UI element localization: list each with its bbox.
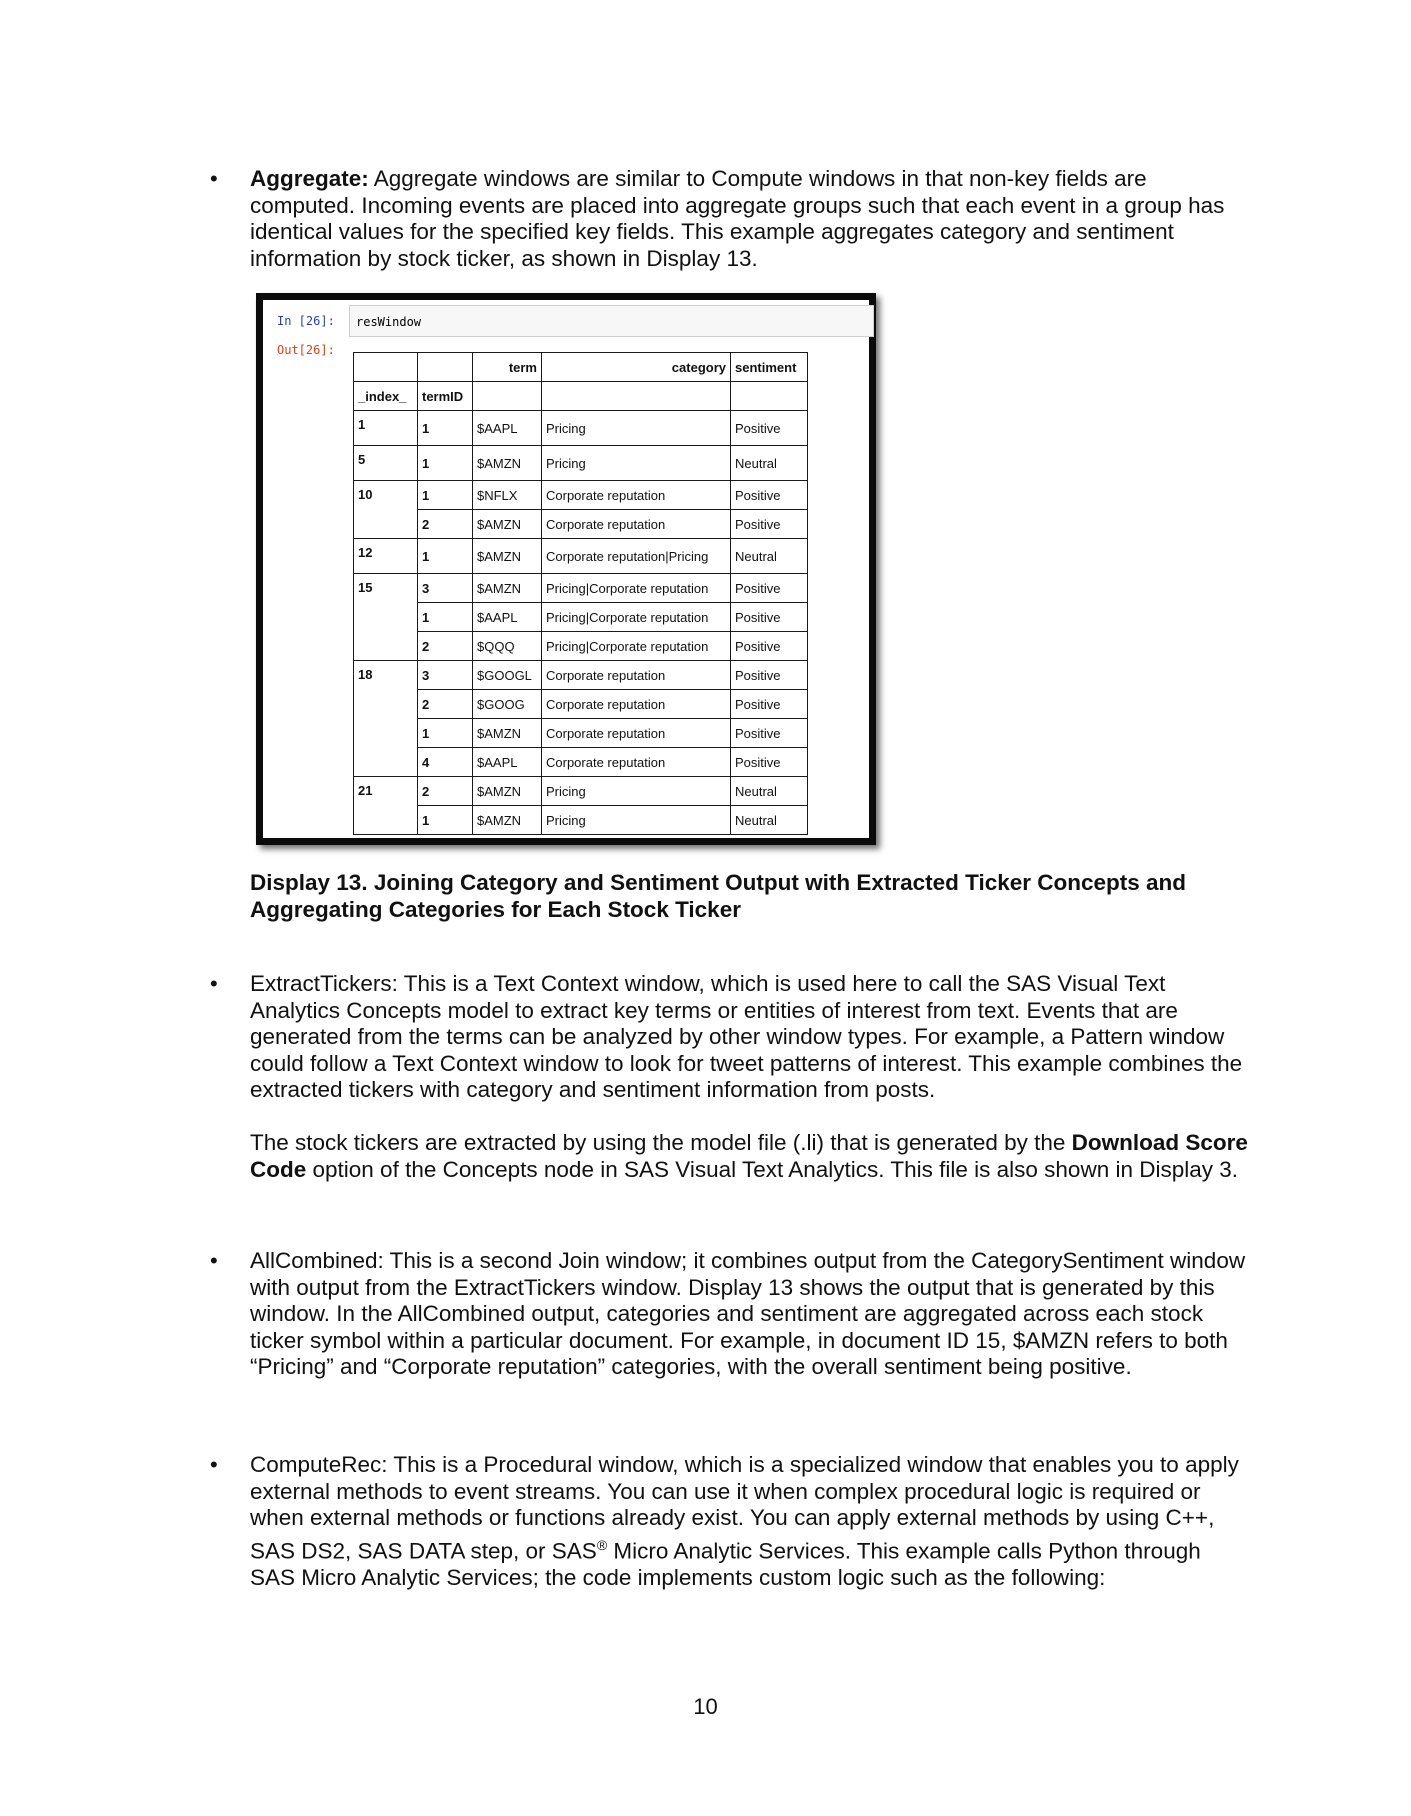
- header-blank: [473, 382, 542, 411]
- header-category: category: [542, 353, 731, 382]
- cell-category: Corporate reputation: [542, 481, 731, 510]
- table-row: [354, 411, 808, 446]
- cell-term: $AAPL: [473, 748, 542, 777]
- cell-termid: 1: [418, 446, 473, 481]
- header-term: term: [473, 353, 542, 382]
- cell-index: 15: [354, 574, 418, 661]
- cell-category: Corporate reputation: [542, 719, 731, 748]
- cell-category: Pricing: [542, 411, 731, 446]
- bullet-marker: •: [210, 166, 218, 191]
- cell-category: Pricing|Corporate reputation: [542, 603, 731, 632]
- in-prompt: In [26]:: [277, 314, 335, 328]
- cell-index: 18: [354, 661, 418, 777]
- cell-category: Pricing: [542, 777, 731, 806]
- header-index: _index_: [354, 382, 418, 411]
- cell-sentiment: Neutral: [731, 539, 808, 574]
- cell-termid: 1: [418, 481, 473, 510]
- header-blank: [354, 353, 418, 382]
- cell-termid: 1: [418, 603, 473, 632]
- cell-termid: 2: [418, 690, 473, 719]
- table-row: [354, 748, 808, 777]
- cell-category: Corporate reputation: [542, 690, 731, 719]
- extract-tickers-paragraph: ExtractTickers: This is a Text Context window, which is used here to call the SAS Visual Text Analytics Concepts model to extract key terms or entities of interest from text. Events that are generated from the terms can be analyzed by other window types. For example, a Pattern window could follow a Text Context window to look for tweet patterns of interest. This example combines the extracted tickers with category and sentiment information from posts.: [250, 971, 1243, 1103]
- download-score-code: Download Score Code: [250, 1129, 1248, 1182]
- cell-sentiment: Positive: [731, 603, 808, 632]
- cell-category: Pricing: [542, 446, 731, 481]
- all-combined-bullet: [210, 1248, 1250, 1381]
- cell-sentiment: Positive: [731, 719, 808, 748]
- page-number: 10: [693, 1694, 718, 1719]
- cell-term: $AMZN: [473, 446, 542, 481]
- cell-category: Corporate reputation|Pricing: [542, 539, 731, 574]
- cell-sentiment: Positive: [731, 748, 808, 777]
- table-row: [354, 661, 808, 690]
- cell-term: $AMZN: [473, 539, 542, 574]
- cell-termid: 4: [418, 748, 473, 777]
- cell-term: $AMZN: [473, 719, 542, 748]
- notebook-screenshot: [256, 293, 876, 845]
- cell-term: $AMZN: [473, 777, 542, 806]
- cell-termid: 2: [418, 510, 473, 539]
- cell-term: $AAPL: [473, 603, 542, 632]
- cell-termid: 3: [418, 574, 473, 603]
- display-caption: Display 13. Joining Category and Sentiment Output with Extracted Ticker Concepts and Aggregating Categories for Each Stock Ticker: [250, 870, 1187, 922]
- results-table-body: [354, 411, 808, 835]
- cell-index: 10: [354, 481, 418, 539]
- cell-termid: 3: [418, 661, 473, 690]
- cell-termid: 1: [418, 719, 473, 748]
- cell-sentiment: Positive: [731, 411, 808, 446]
- cell-term: $AMZN: [473, 510, 542, 539]
- compute-rec-text-after: Micro Analytic Services. This example calls Python through SAS Micro Analytic Services; the code implements custom logic such as the following:: [250, 1538, 1201, 1590]
- code-cell: resWindow: [349, 305, 874, 337]
- header-row-columns: [354, 353, 808, 382]
- bullet-marker: •: [210, 971, 218, 996]
- cell-termid: 1: [418, 539, 473, 574]
- cell-term: $AAPL: [473, 411, 542, 446]
- cell-category: Pricing|Corporate reputation: [542, 632, 731, 661]
- cell-category: Corporate reputation: [542, 661, 731, 690]
- cell-index: 5: [354, 446, 418, 481]
- table-row: [354, 632, 808, 661]
- aggregate-paragraph: [250, 166, 1250, 272]
- compute-rec-text-before: ComputeRec: This is a Procedural window, which is a specialized window that enables you to apply external methods to event streams. You can use it when complex procedural logic is required or when external methods or functions already exist. You can apply external methods by using C++, SAS DS2, SAS DATA step, or SAS: [250, 1452, 1239, 1564]
- header-blank: [542, 382, 731, 411]
- header-sentiment: sentiment: [731, 353, 808, 382]
- header-blank: [731, 382, 808, 411]
- cell-termid: 1: [418, 806, 473, 835]
- out-prompt: Out[26]:: [277, 343, 335, 357]
- table-row: [354, 806, 808, 835]
- compute-rec-paragraph: [250, 1452, 1250, 1591]
- cell-term: $NFLX: [473, 481, 542, 510]
- cell-term: $GOOG: [473, 690, 542, 719]
- cell-category: Corporate reputation: [542, 510, 731, 539]
- cell-category: Pricing|Corporate reputation: [542, 574, 731, 603]
- cell-sentiment: Neutral: [731, 806, 808, 835]
- all-combined-paragraph: AllCombined: This is a second Join window; it combines output from the CategorySentiment window with output from the ExtractTickers window. Display 13 shows the output that is generated by this window. In the AllCombined output, categories and sentiment are aggregated across each stock ticker symbol within a particular document. For example, in document ID 15, $AMZN refers to both “Pricing” and “Corporate reputation” categories, with the overall sentiment being positive.: [250, 1248, 1246, 1380]
- cell-termid: 2: [418, 632, 473, 661]
- table-row: [354, 510, 808, 539]
- para2-text-after: option of the Concepts node in SAS Visual Text Analytics. This file is also shown in Display 3.: [306, 1156, 1239, 1182]
- table-row: [354, 690, 808, 719]
- cell-term: $AMZN: [473, 806, 542, 835]
- table-row: [354, 446, 808, 481]
- cell-termid: 1: [418, 411, 473, 446]
- table-row: [354, 603, 808, 632]
- bullet-marker: •: [210, 1452, 218, 1477]
- table-row: [354, 574, 808, 603]
- cell-sentiment: Positive: [731, 661, 808, 690]
- cell-termid: 2: [418, 777, 473, 806]
- aggregate-label: Aggregate:: [250, 166, 369, 191]
- table-row: [354, 539, 808, 574]
- cell-index: 12: [354, 539, 418, 574]
- cell-term: $AMZN: [473, 574, 542, 603]
- results-table: [353, 352, 808, 835]
- table-row: [354, 481, 808, 510]
- cell-sentiment: Positive: [731, 632, 808, 661]
- cell-category: Corporate reputation: [542, 748, 731, 777]
- header-row-index: [354, 382, 808, 411]
- extract-tickers-bullet: [210, 971, 1250, 1183]
- compute-rec-bullet: [210, 1452, 1250, 1591]
- cell-sentiment: Positive: [731, 481, 808, 510]
- cell-sentiment: Positive: [731, 574, 808, 603]
- cell-term: $QQQ: [473, 632, 542, 661]
- cell-sentiment: Positive: [731, 690, 808, 719]
- cell-category: Pricing: [542, 806, 731, 835]
- extract-tickers-paragraph-2: [250, 1130, 1250, 1183]
- cell-term: $GOOGL: [473, 661, 542, 690]
- registered-mark: ®: [596, 1536, 608, 1553]
- cell-sentiment: Positive: [731, 510, 808, 539]
- header-termid: termID: [418, 382, 473, 411]
- table-row: [354, 719, 808, 748]
- cell-index: 21: [354, 777, 418, 835]
- aggregate-bullet: [210, 166, 1250, 272]
- bullet-marker: •: [210, 1248, 218, 1273]
- para2-text-before: The stock tickers are extracted by using the model file (.li) that is generated by the: [250, 1129, 1072, 1155]
- cell-sentiment: Neutral: [731, 446, 808, 481]
- cell-sentiment: Neutral: [731, 777, 808, 806]
- table-row: [354, 777, 808, 806]
- header-blank: [418, 353, 473, 382]
- cell-index: 1: [354, 411, 418, 446]
- aggregate-text: Aggregate windows are similar to Compute windows in that non-key fields are computed. Incoming events are placed into aggregate groups such that each event in a group has identical values for the specified key fields. This example aggregates category and sentiment information by stock ticker, as shown in Display 13.: [250, 166, 1225, 271]
